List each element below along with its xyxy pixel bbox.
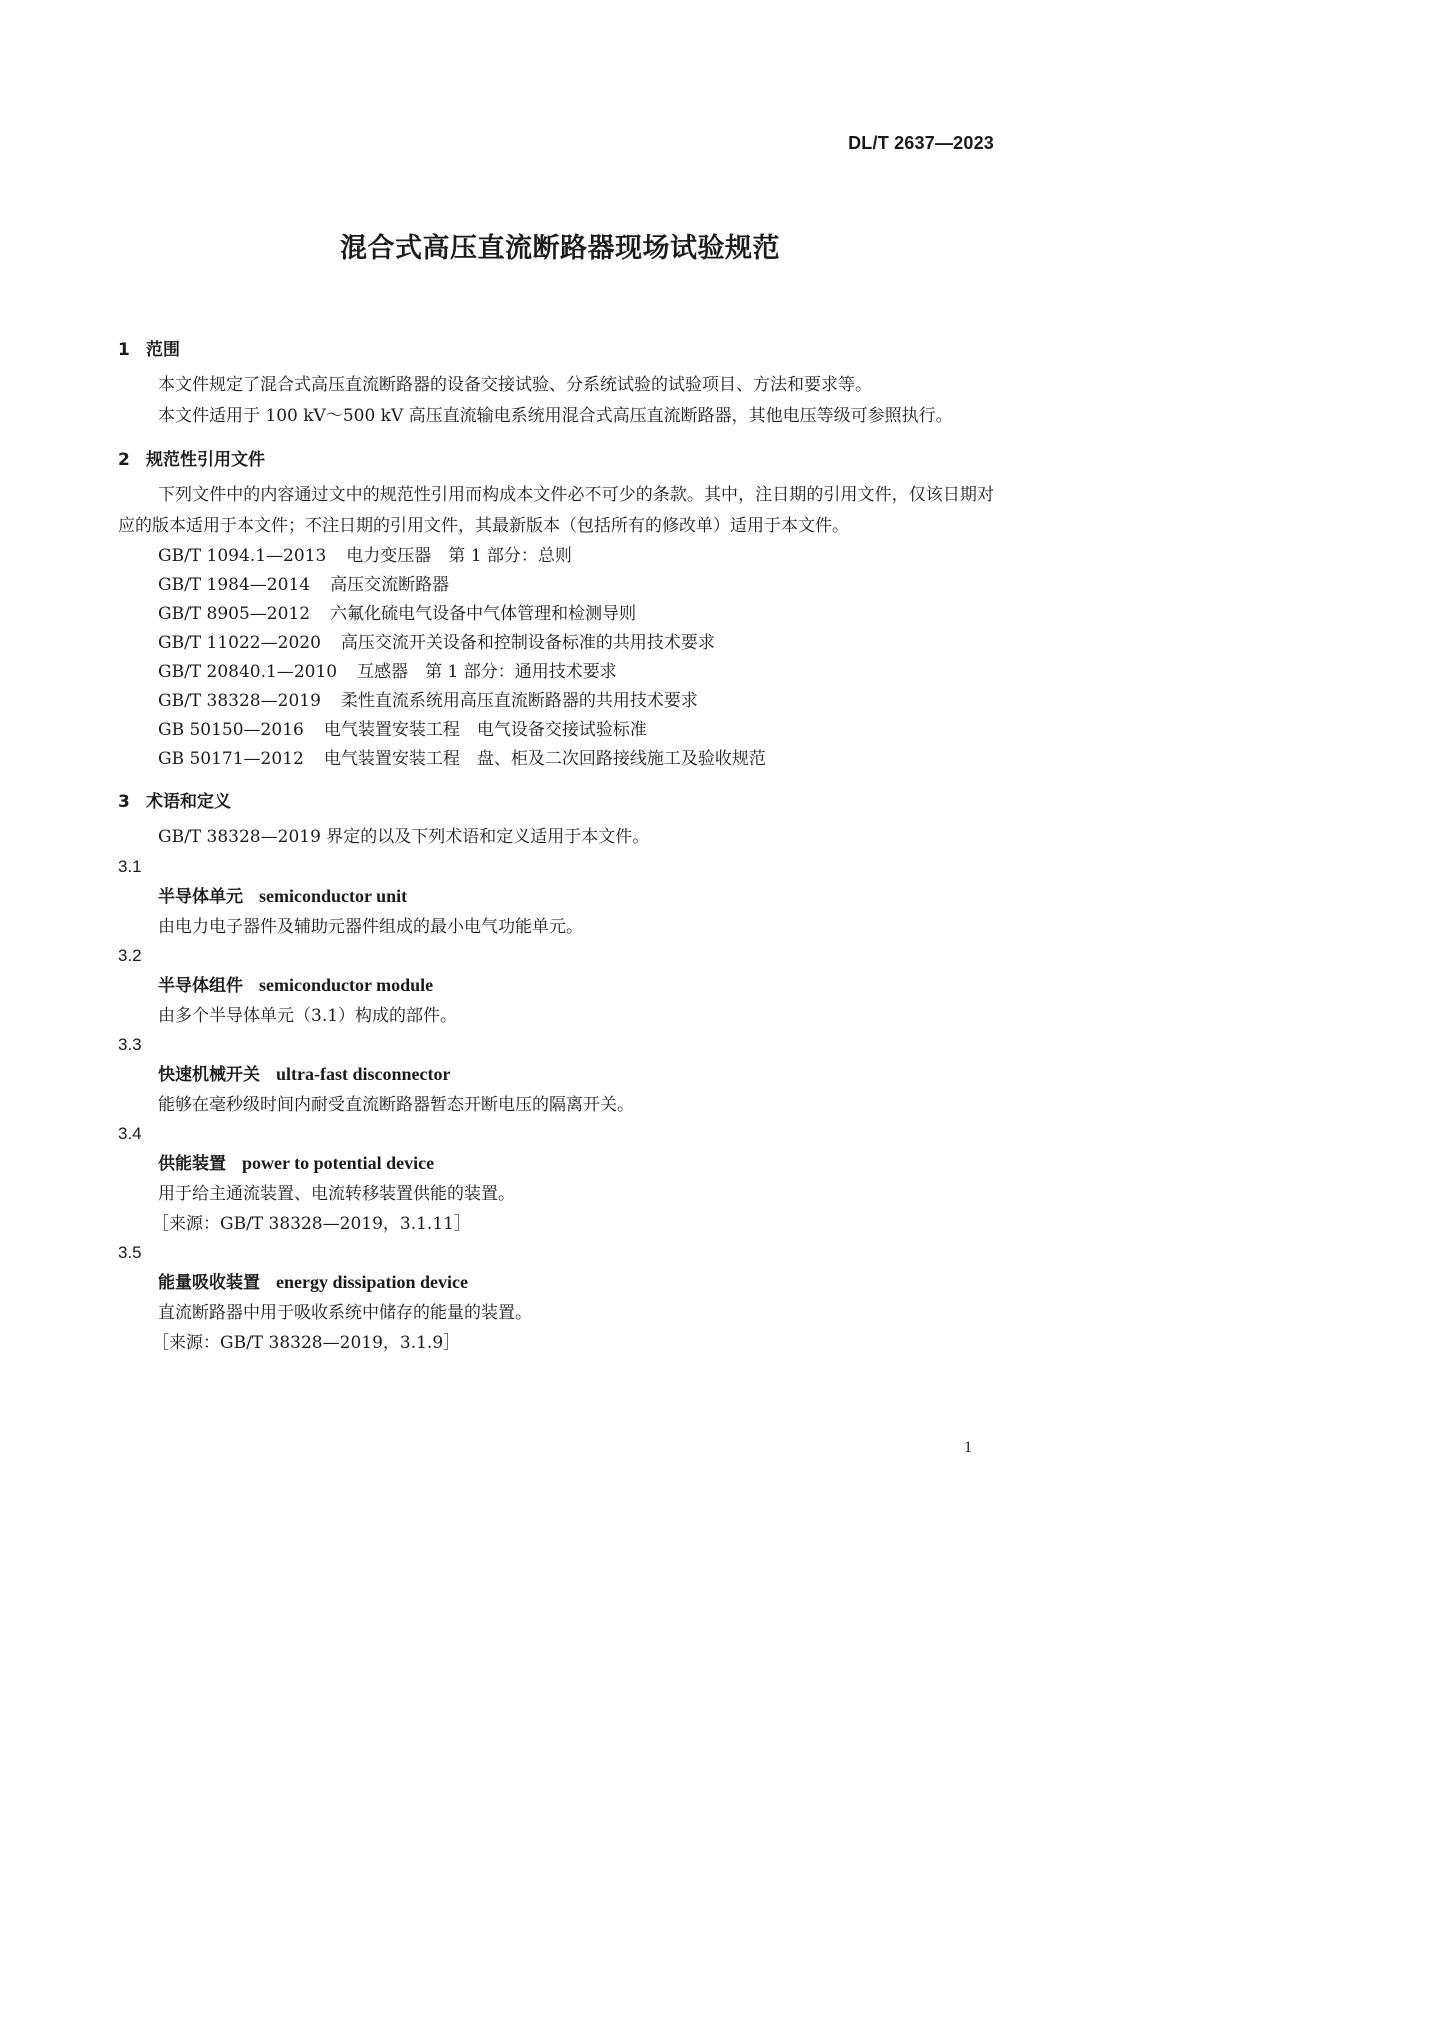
reference-code: GB/T 1094.1—2013 [158,546,327,566]
section-title: 规范性引用文件 [146,450,265,470]
document-title: 混合式高压直流断路器现场试验规范 [340,233,780,264]
reference-item [118,571,994,600]
term-number: 3.1 [118,857,142,876]
term-number: 3.5 [118,1243,142,1262]
term-number: 3.2 [118,946,142,965]
reference-code: GB 50171—2012 [158,749,304,769]
term-name [118,1059,994,1090]
section-number: 1 [118,340,130,360]
section-number: 3 [118,792,130,812]
term-name-en: power to potential device [242,1153,435,1173]
term-name [118,1267,994,1298]
term-definition: 由多个半导体单元（3.1）构成的部件。 [158,1006,458,1026]
term-name-en: ultra-fast disconnector [276,1064,451,1084]
reference-item [118,716,994,745]
term-name [118,1148,994,1179]
section-number: 2 [118,450,130,470]
term-name-zh: 半导体组件 [158,976,243,996]
section-heading-normative-references [118,446,994,474]
document-body [118,336,994,1358]
reference-title: 高压交流断路器 [330,575,450,595]
term-name-zh: 半导体单元 [158,887,243,907]
reference-title: 电气装置安装工程 电气设备交接试验标准 [323,720,647,740]
term-name-zh: 能量吸收装置 [158,1273,260,1293]
reference-code: GB/T 38328—2019 [158,691,321,711]
paragraph: GB/T 38328—2019 界定的以及下列术语和定义适用于本文件。 [158,827,650,847]
term-name-zh: 供能装置 [158,1154,226,1174]
section-title: 范围 [146,340,180,360]
term-definition: 直流断路器中用于吸收系统中储存的能量的装置。 [158,1303,532,1323]
term-definition: 能够在毫秒级时间内耐受直流断路器暂态开断电压的隔离开关。 [158,1095,634,1115]
section-title: 术语和定义 [146,792,231,812]
page-number: 1 [964,1439,972,1456]
term-name-en: semiconductor module [259,975,434,995]
term-name-en: energy dissipation device [276,1272,468,1292]
reference-item [118,629,994,658]
reference-item [118,745,994,774]
term-definition: 由电力电子器件及辅助元器件组成的最小电气功能单元。 [158,917,583,937]
reference-code: GB 50150—2016 [158,720,304,740]
term-name-en: semiconductor unit [259,886,408,906]
paragraph: 本文件适用于 100 kV～500 kV 高压直流输电系统用混合式高压直流断路器，其他电压等级可参照执行。 [158,406,953,426]
reference-title: 互感器 第 1 部分：通用技术要求 [357,662,617,682]
reference-item [118,687,994,716]
reference-title: 柔性直流系统用高压直流断路器的共用技术要求 [340,691,698,711]
reference-title: 六氟化硫电气设备中气体管理和检测导则 [330,604,637,624]
paragraph: 本文件规定了混合式高压直流断路器的设备交接试验、分系统试验的试验项目、方法和要求等。 [158,375,872,395]
section-heading-terms-and-definitions [118,788,994,816]
reference-item [118,658,994,687]
reference-code: GB/T 11022—2020 [158,633,321,653]
reference-code: GB/T 8905—2012 [158,604,311,624]
term-name [118,970,994,1001]
reference-title: 电力变压器 第 1 部分：总则 [346,546,572,566]
term-name [118,881,994,912]
reference-title: 电气装置安装工程 盘、柜及二次回路接线施工及验收规范 [323,749,766,769]
term-number: 3.3 [118,1035,142,1054]
reference-code: GB/T 1984—2014 [158,575,311,595]
standard-code: DL/T 2637—2023 [848,133,994,153]
reference-item [118,542,994,571]
section-heading-scope [118,336,994,364]
reference-code: GB/T 20840.1—2010 [158,662,338,682]
paragraph: 下列文件中的内容通过文中的规范性引用而构成本文件必不可少的条款。其中，注日期的引用文件，仅该日期对应的版本适用于本文件；不注日期的引用文件，其最新版本（包括所有的修改单）适用于本文件。 [118,485,994,536]
term-definition: 用于给主通流装置、电流转移装置供能的装置。 [158,1184,515,1204]
term-source: ［来源：GB/T 38328—2019，3.1.11］ [152,1214,471,1234]
reference-item [118,600,994,629]
term-source: ［来源：GB/T 38328—2019，3.1.9］ [152,1333,461,1353]
reference-title: 高压交流开关设备和控制设备标准的共用技术要求 [340,633,715,653]
term-number: 3.4 [118,1124,142,1143]
term-name-zh: 快速机械开关 [158,1065,260,1085]
